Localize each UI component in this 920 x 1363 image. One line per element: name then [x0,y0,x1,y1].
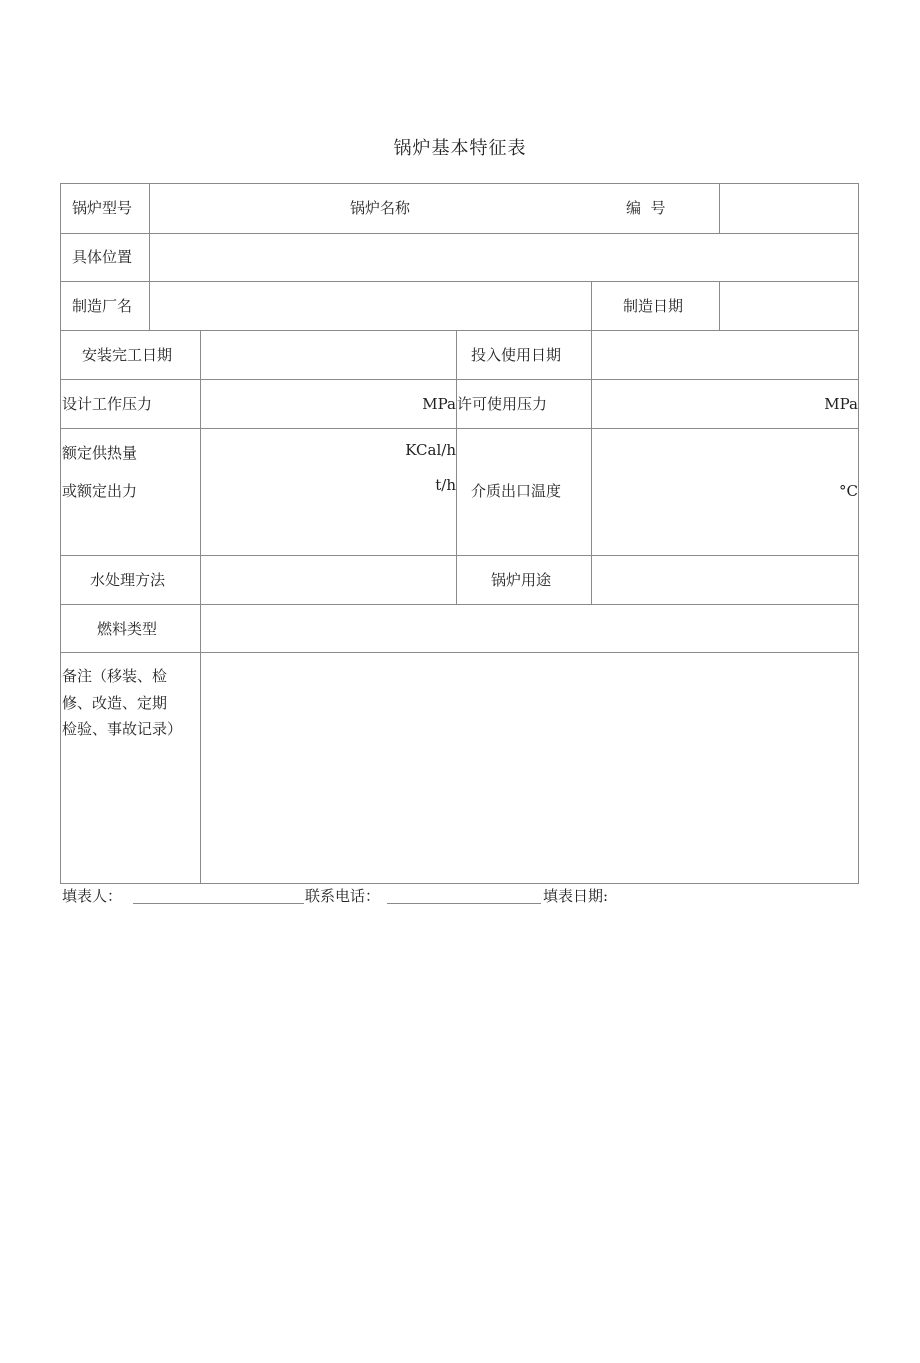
number-label: 编 号 [626,199,666,217]
row-divider [60,604,859,605]
location-label: 具体位置 [72,248,133,266]
outlet-temp-label: 介质出口温度 [471,482,562,500]
boiler-model-label: 锅炉型号 [72,199,133,217]
col-divider [719,281,720,330]
manufacture-date-label: 制造日期 [623,297,684,315]
filler-input-line[interactable] [133,903,304,904]
in-use-date-label: 投入使用日期 [471,346,562,364]
rated-heat-label-line2: 或额定出力 [62,482,138,500]
remarks-label-line3: 检验、事故记录） [62,720,183,738]
boiler-name-label: 锅炉名称 [350,199,411,217]
design-pressure-unit: MPa [422,395,456,413]
fuel-type-label: 燃料类型 [97,620,158,638]
fill-date-label: 填表日期: [543,887,609,905]
col-divider [719,183,720,233]
row-divider [60,555,859,556]
remarks-label-line1: 备注（移装、检 [62,667,168,685]
filler-label: 填表人： [62,887,123,905]
phone-label: 联系电话： [305,887,381,905]
phone-input-line[interactable] [387,903,541,904]
rated-heat-label-line1: 额定供热量 [62,444,138,462]
water-treatment-label: 水处理方法 [90,571,166,589]
allowed-pressure-unit: MPa [824,395,858,413]
row-divider [60,379,859,380]
row-divider [60,330,859,331]
col-divider [149,183,150,330]
design-pressure-label: 设计工作压力 [62,395,153,413]
output-unit: t/h [435,476,456,494]
heat-unit: KCal/h [405,441,456,459]
manufacturer-label: 制造厂名 [72,297,133,315]
remarks-label-line2: 修、改造、定期 [62,694,168,712]
form-title: 锅炉基本特征表 [393,138,527,159]
col-divider [591,330,592,604]
col-divider [456,330,457,604]
boiler-form-table [60,183,859,884]
row-divider [60,281,859,282]
install-date-label: 安装完工日期 [82,346,173,364]
col-divider [200,330,201,884]
row-divider [60,652,859,653]
allowed-pressure-label: 许可使用压力 [457,395,548,413]
row-divider [60,428,859,429]
col-divider [591,281,592,330]
row-divider [60,233,859,234]
temp-unit: °C [839,482,858,500]
boiler-usage-label: 锅炉用途 [491,571,552,589]
